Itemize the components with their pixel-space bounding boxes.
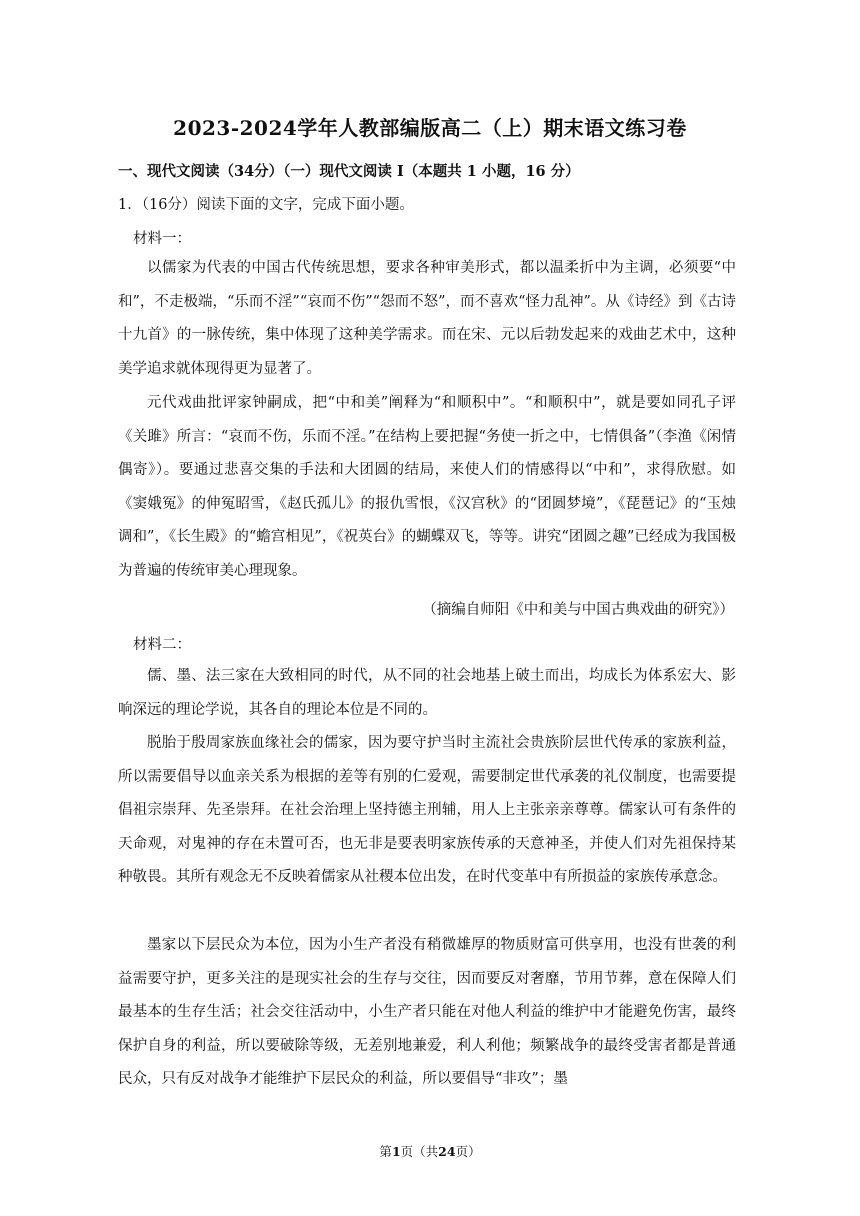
page-title: 2023-2024学年人教部编版高二（上）期末语文练习卷: [173, 116, 687, 140]
question-line: 1．（16分）阅读下面的文字，完成下面小题。: [118, 197, 414, 213]
footer-suffix: 页）: [455, 1144, 481, 1159]
material1-source: （摘编自师阳《中和美与中国古典戏曲的研究》）: [422, 602, 734, 618]
material2-paragraph-1: 儒、墨、法三家在大致相同的时代，从不同的社会地基上破土而出，均成长为体系宏大、影响深远的理论学说，其各自的理论本位是不同的。: [118, 668, 736, 718]
page-footer: [0, 1142, 860, 1160]
footer-prefix: 第: [379, 1144, 392, 1159]
material2-label: 材料二：: [133, 637, 191, 653]
footer-total-pages: 24: [438, 1144, 456, 1159]
footer-page-number: 1: [391, 1144, 401, 1159]
footer-middle: 页（共: [400, 1144, 439, 1159]
material1-label: 材料一：: [133, 231, 191, 247]
material1-paragraph-2: 元代戏曲批评家钟嗣成，把“中和美”阐释为“和顺积中”。“和顺积中”，就是要如同孔子评《关雎》所言：“哀而不伤，乐而不淫。”在结构上要把握“务使一折之中，七情俱备”（李渔《闲情偶寄》）。要通过悲喜交集的手法和大团圆的结局，来使人们的情感得以“中和”，求得欣慰。如《窦娥冤》的伸冤昭雪，《赵氏孤儿》的报仇雪恨，《汉宫秋》的“团圆梦境”，《琵琶记》的“玉烛调和”，《长生殿》的“蟾宫相见”，《祝英台》的蝴蝶双飞，等等。讲究“团圆之趣”已经成为我国极为普遍的传统审美心理现象。: [118, 395, 736, 579]
material2-paragraph-2: 脱胎于殷周家族血缘社会的儒家，因为要守护当时主流社会贵族阶层世代传承的家族利益，所以需要倡导以血亲关系为根据的差等有别的仁爱观，需要制定世代承袭的礼仪制度，也需要提倡祖宗崇拜、先圣崇拜。在社会治理上坚持德主刑辅，用人上主张亲亲尊尊。儒家认可有条件的天命观，对鬼神的存在未置可否，也无非是要表明家族传承的天意神圣，并使人们对先祖保持某种敬畏。其所有观念无不反映着儒家从社稷本位出发，在时代变革中有所损益的家族传承意念。: [118, 735, 736, 885]
section-heading: 一、现代文阅读（34分）（一）现代文阅读 I（本题共 1 小题，16 分）: [118, 163, 580, 180]
material2-paragraph-3: 墨家以下层民众为本位，因为小生产者没有稍微雄厚的物质财富可供享用，也没有世袭的利益需要守护，更多关注的是现实社会的生存与交往，因而要反对奢靡，节用节葬，意在保障人们最基本的生存生活；社会交往活动中，小生产者只能在对他人利益的维护中才能避免伤害，最终保护自身的利益，所以要破除等级，无差别地兼爱，利人利他；频繁战争的最终受害者都是普通民众，只有反对战争才能维护下层民众的利益，所以要倡导“非攻”；墨: [118, 937, 736, 1087]
material1-paragraph-1: 以儒家为代表的中国古代传统思想，要求各种审美形式，都以温柔折中为主调，必须要“中和”，不走极端，“乐而不淫”“哀而不伤”“怨而不怒”，而不喜欢“怪力乱神”。从《诗经》到《古诗十九首》的一脉传统，集中体现了这种美学需求。而在宋、元以后勃发起来的戏曲艺术中，这种美学追求就体现得更为显著了。: [118, 260, 736, 377]
